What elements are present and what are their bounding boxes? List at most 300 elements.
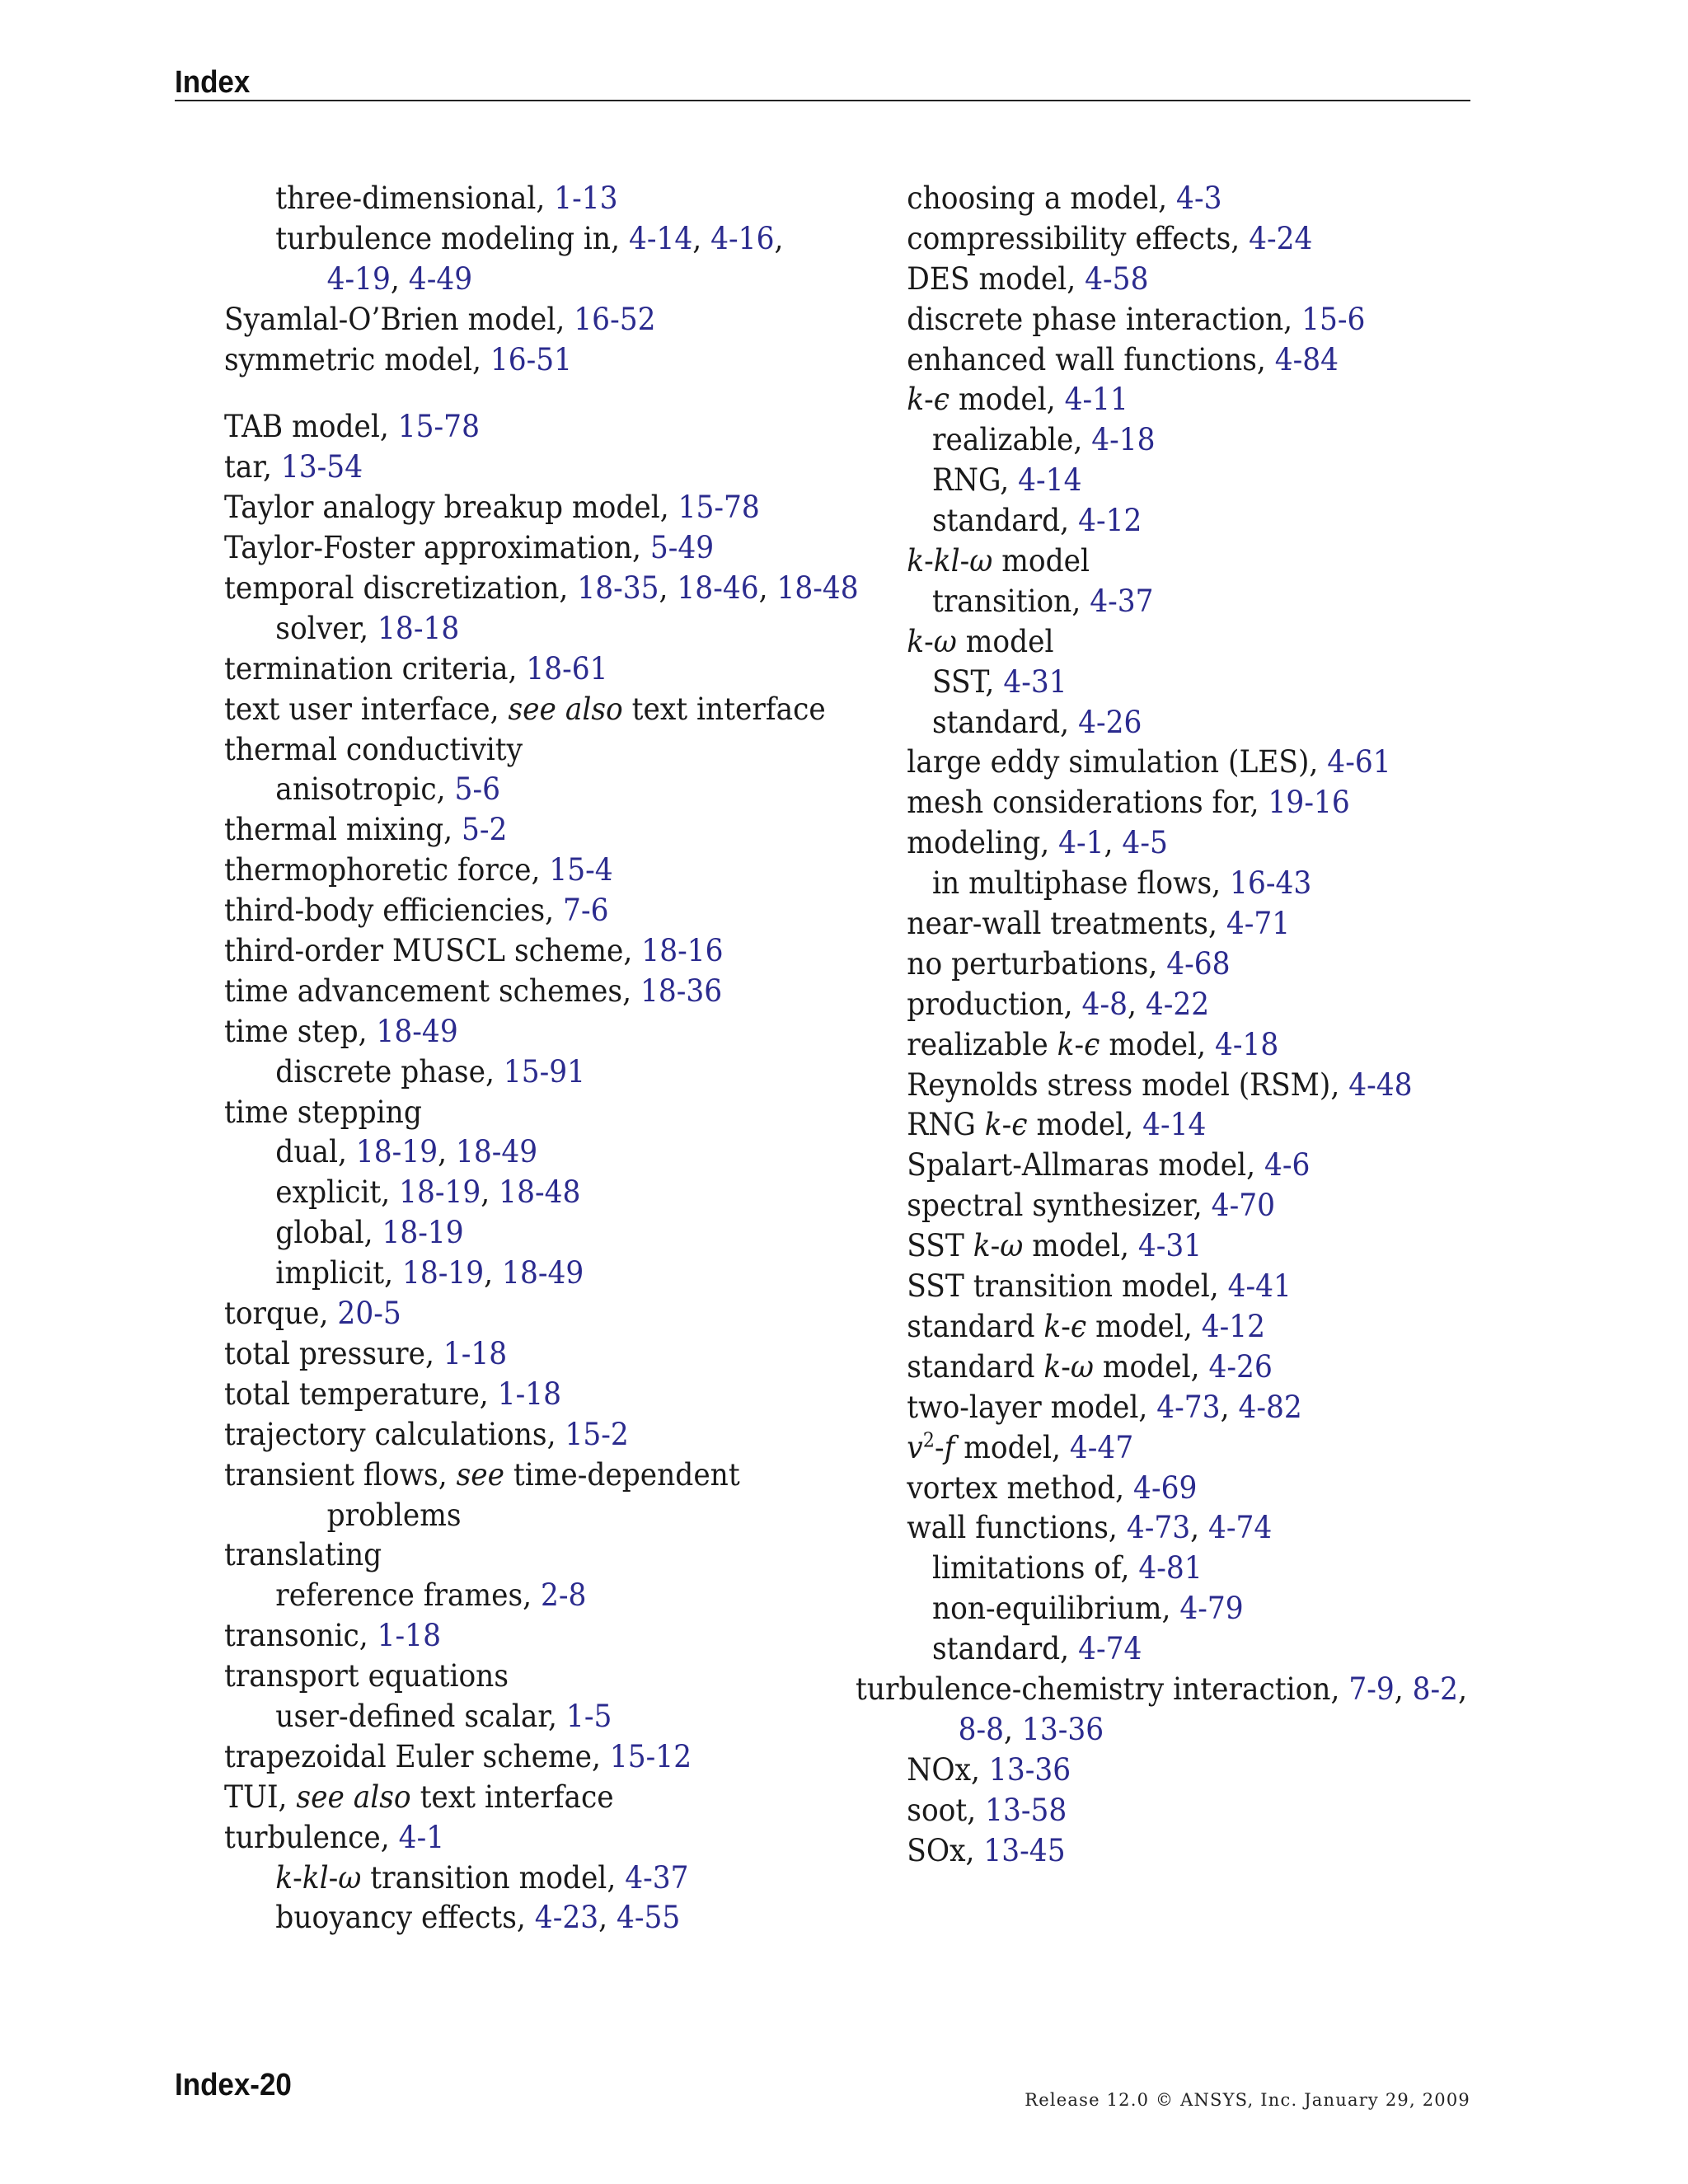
entry-text: RNG — [907, 1107, 985, 1143]
page-reference-link[interactable]: 4-61 — [1327, 744, 1391, 780]
index-entry — [856, 1146, 1438, 1186]
index-entry — [856, 944, 1438, 985]
index-subentry — [224, 1858, 837, 1899]
entry-text: transonic, — [224, 1618, 377, 1654]
entry-text: NOx, — [907, 1751, 989, 1788]
page-reference-link[interactable]: 13-36 — [988, 1751, 1071, 1788]
entry-text: realizable, — [932, 422, 1092, 458]
page-reference-link[interactable]: 20-5 — [337, 1296, 401, 1332]
entry-text: choosing a model, — [907, 180, 1177, 216]
entry-text: standard, — [932, 1631, 1079, 1667]
entry-text: transport equations — [224, 1658, 509, 1694]
entry-text: , — [1458, 1671, 1468, 1707]
entry-text: model, — [954, 1429, 1070, 1465]
index-subentry — [224, 1898, 837, 1938]
entry-text: tar, — [224, 449, 281, 485]
entry-italic-text: ω — [1000, 1228, 1024, 1264]
page-reference-link[interactable]: 15-4 — [549, 852, 613, 888]
entry-text: explicit, — [275, 1174, 400, 1211]
index-entry — [224, 1012, 837, 1052]
entry-text: standard, — [932, 704, 1079, 740]
page-reference-link[interactable]: 4-16 — [710, 220, 775, 256]
page-reference-link[interactable]: 8-8 — [958, 1711, 1005, 1747]
entry-italic-text: k — [1043, 1348, 1062, 1385]
entry-text: solver, — [275, 610, 378, 646]
entry-text: dual, — [275, 1134, 356, 1170]
index-entry — [856, 1710, 1438, 1750]
letter-group-gap — [224, 380, 884, 407]
entry-text: discrete phase, — [275, 1053, 504, 1090]
entry-italic-text: k — [907, 382, 925, 418]
entry-text: turbulence, — [224, 1819, 399, 1855]
index-subentry — [856, 1629, 1438, 1670]
entry-text: buoyancy effects, — [275, 1900, 535, 1936]
entry-text: , — [1190, 1510, 1209, 1546]
entry-italic-text: k — [907, 543, 925, 579]
page-reference-link[interactable]: 18-19 — [382, 1215, 464, 1251]
entry-text: model, — [950, 382, 1065, 418]
page-reference-link[interactable]: 4-24 — [1249, 220, 1313, 256]
index-subentry — [224, 1132, 837, 1173]
entry-italic-text: v — [907, 1429, 923, 1465]
index-entry — [856, 541, 1438, 582]
page-reference-link[interactable]: 4-23 — [534, 1900, 599, 1936]
index-entry — [224, 1415, 837, 1455]
entry-text: mesh considerations for, — [907, 785, 1268, 821]
entry-text: text interface — [410, 1779, 614, 1815]
entry-text: model — [992, 543, 1090, 579]
index-subentry — [856, 703, 1438, 743]
page-reference-link[interactable]: 4-84 — [1274, 341, 1339, 377]
index-entry — [224, 851, 837, 891]
page-reference-link[interactable]: 18-36 — [640, 972, 723, 1009]
entry-text: Reynolds stress model (RSM), — [907, 1066, 1349, 1103]
entry-text: soot, — [907, 1792, 986, 1828]
page-reference-link[interactable]: 15-12 — [609, 1738, 692, 1774]
page-reference-link[interactable]: 4-22 — [1145, 986, 1210, 1022]
entry-text: - — [924, 382, 934, 418]
page-reference-link[interactable]: 4-82 — [1238, 1389, 1302, 1425]
page-reference-link[interactable]: 4-47 — [1069, 1429, 1134, 1465]
page-reference-link[interactable]: 4-68 — [1166, 945, 1231, 982]
page-reference-link[interactable]: 4-14 — [628, 220, 693, 256]
entry-text: translating — [224, 1537, 382, 1573]
page-reference-link[interactable]: 15-78 — [397, 409, 480, 445]
entry-text: third-body efficiencies, — [224, 893, 564, 929]
entry-text: temporal discretization, — [224, 570, 578, 607]
page-reference-link[interactable]: 4-73 — [1126, 1510, 1191, 1546]
page-reference-link[interactable]: 1-18 — [377, 1618, 441, 1654]
index-entry — [224, 1535, 837, 1576]
index-entry — [856, 1469, 1438, 1509]
page-reference-link[interactable]: 4-55 — [616, 1900, 681, 1936]
entry-text: problems — [326, 1497, 462, 1533]
page-reference-link[interactable]: 4-1 — [1058, 825, 1104, 861]
entry-text: non-equilibrium, — [932, 1591, 1180, 1627]
entry-text: thermal conductivity — [224, 731, 523, 767]
index-entry — [856, 1307, 1438, 1347]
index-subentry — [224, 219, 837, 260]
entry-text: , — [438, 1134, 456, 1170]
page-reference-link[interactable]: 15-6 — [1301, 301, 1366, 337]
entry-text: , — [481, 1174, 499, 1211]
entry-text: model, — [1023, 1228, 1138, 1264]
index-entry — [224, 1818, 837, 1858]
page-reference-link[interactable]: 1-18 — [497, 1376, 561, 1412]
entry-text: production, — [907, 986, 1082, 1022]
page-reference-link[interactable]: 18-35 — [577, 570, 659, 607]
index-entry — [856, 260, 1438, 300]
entry-text: near-wall treatments, — [907, 906, 1226, 942]
index-entry — [224, 1093, 837, 1133]
page-reference-link[interactable]: 18-49 — [455, 1134, 538, 1170]
index-entry — [224, 569, 859, 609]
page-reference-link[interactable]: 19-16 — [1268, 785, 1350, 821]
page-reference-link[interactable]: 1-5 — [565, 1698, 612, 1734]
page-reference-link[interactable]: 7-6 — [563, 893, 609, 929]
page-reference-link[interactable]: 18-46 — [677, 570, 759, 607]
entry-italic-text: ϵ — [1070, 1308, 1087, 1344]
entry-text: , — [1127, 986, 1146, 1022]
entry-text: , — [1004, 1711, 1022, 1747]
index-subentry — [224, 770, 837, 810]
entry-italic-text: k — [984, 1107, 1002, 1143]
index-entry — [856, 985, 1438, 1025]
entry-text: , — [1394, 1671, 1413, 1707]
index-entry — [224, 891, 837, 931]
index-subentry — [224, 609, 837, 649]
page-reference-link[interactable]: 7-9 — [1348, 1671, 1395, 1707]
index-entry — [856, 1428, 1438, 1469]
page-reference-link[interactable]: 4-26 — [1078, 704, 1142, 740]
index-entry — [856, 1508, 1438, 1549]
page-reference-link[interactable]: 18-16 — [641, 933, 724, 969]
entry-text: Syamlal-O’Brien model, — [224, 301, 574, 337]
page-reference-link[interactable]: 4-70 — [1211, 1188, 1275, 1224]
entry-italic-text: f — [944, 1429, 955, 1465]
index-entry — [224, 448, 837, 488]
index-entry — [224, 972, 837, 1012]
index-entry — [856, 1347, 1438, 1388]
index-entry — [856, 1831, 1438, 1872]
entry-text: modeling, — [907, 825, 1059, 861]
entry-text: time-dependent — [504, 1456, 740, 1493]
entry-text: - — [1061, 1348, 1071, 1385]
entry-text: model, — [1086, 1308, 1202, 1344]
entry-text: SST transition model, — [907, 1268, 1228, 1305]
index-entry — [224, 810, 837, 851]
index-entry — [224, 340, 837, 381]
entry-italic-text: ϵ — [1084, 1026, 1100, 1062]
index-subentry — [856, 501, 1438, 541]
page-reference-link[interactable]: 5-49 — [649, 530, 715, 566]
entry-text: - — [924, 623, 934, 659]
page-reference-link[interactable]: 4-71 — [1226, 906, 1291, 942]
index-entry — [224, 260, 837, 300]
page-reference-link[interactable]: 4-37 — [1090, 583, 1154, 619]
entry-text: anisotropic, — [275, 771, 455, 808]
entry-text: text user interface, — [224, 691, 509, 727]
index-subentry — [224, 1697, 837, 1737]
entry-text: two-layer model, — [907, 1389, 1157, 1425]
page-reference-link[interactable]: 4-81 — [1138, 1550, 1203, 1586]
entry-italic-text: see also — [508, 691, 623, 727]
page-reference-link[interactable]: 13-54 — [280, 449, 363, 485]
index-entry — [224, 488, 837, 528]
index-entry — [224, 1778, 837, 1818]
entry-text: large eddy simulation (LES), — [907, 744, 1328, 780]
index-column-right — [856, 179, 1482, 1871]
index-entry — [856, 340, 1438, 381]
index-subentry — [856, 1549, 1438, 1589]
index-entry — [856, 1186, 1438, 1226]
entry-text: - — [1001, 1107, 1012, 1143]
entry-text: , — [1104, 825, 1123, 861]
page-reference-link[interactable]: 4-26 — [1208, 1348, 1273, 1385]
index-entry — [856, 1791, 1438, 1831]
page-reference-link[interactable]: 4-74 — [1078, 1631, 1142, 1667]
index-subentry — [856, 420, 1438, 461]
index-subentry — [856, 582, 1438, 622]
entry-text: limitations of, — [932, 1550, 1139, 1586]
page-reference-link[interactable]: 16-43 — [1230, 865, 1312, 902]
index-entry — [856, 904, 1438, 944]
entry-text: DES model, — [907, 260, 1085, 297]
entry-text: model, — [1027, 1107, 1143, 1143]
index-entry — [856, 743, 1438, 783]
index-entry — [856, 783, 1438, 823]
entry-italic-text: k — [1043, 1308, 1062, 1344]
entry-text: discrete phase interaction, — [907, 301, 1302, 337]
entry-text: thermal mixing, — [224, 812, 462, 848]
entry-text: , — [484, 1255, 503, 1291]
page-reference-link[interactable]: 4-1 — [398, 1819, 445, 1855]
page-reference-link[interactable]: 4-11 — [1064, 382, 1128, 418]
page-reference-link[interactable]: 4-73 — [1156, 1389, 1221, 1425]
page-reference-link[interactable]: 15-78 — [678, 490, 760, 526]
entry-text: standard, — [932, 503, 1079, 539]
page-reference-link[interactable]: 4-14 — [1142, 1107, 1207, 1143]
entry-text: turbulence modeling in, — [275, 220, 629, 256]
entry-text: reference frames, — [275, 1577, 542, 1614]
index-entry — [224, 1294, 837, 1334]
index-entry — [856, 1105, 1438, 1146]
entry-italic-text: ϵ — [933, 382, 950, 418]
entry-text: trajectory calculations, — [224, 1416, 565, 1452]
entry-text: transient flows, — [224, 1456, 457, 1493]
entry-text: Taylor-Foster approximation, — [224, 530, 650, 566]
entry-text: , — [758, 570, 777, 607]
page-reference-link[interactable]: 4-6 — [1264, 1147, 1311, 1183]
index-entry — [856, 219, 1438, 260]
page-reference-link[interactable]: 4-5 — [1122, 825, 1168, 861]
entry-text: torque, — [224, 1296, 338, 1332]
page-reference-link[interactable]: 13-45 — [983, 1832, 1066, 1868]
entry-text: SOx, — [907, 1832, 984, 1868]
page-reference-link[interactable]: 1-13 — [554, 180, 618, 216]
entry-italic-text: k — [1057, 1026, 1075, 1062]
page-reference-link[interactable]: 18-61 — [526, 650, 608, 687]
page-reference-link[interactable]: 4-74 — [1208, 1510, 1273, 1546]
entry-italic-text: ω — [1070, 1348, 1094, 1385]
page-reference-link[interactable]: 4-31 — [1137, 1228, 1203, 1264]
page-reference-link[interactable]: 4-79 — [1179, 1591, 1244, 1627]
running-header-title: Index — [175, 65, 251, 100]
entry-text: - — [293, 1859, 302, 1896]
page-reference-link[interactable]: 15-2 — [565, 1416, 629, 1452]
page-reference-link[interactable]: 4-19 — [326, 260, 391, 297]
index-subentry — [856, 461, 1438, 501]
page-reference-link[interactable]: 4-49 — [408, 260, 473, 297]
page-reference-link[interactable]: 16-52 — [574, 301, 656, 337]
entry-italic-text: ω — [969, 543, 993, 579]
page-reference-link[interactable]: 13-36 — [1021, 1711, 1104, 1747]
index-entry — [224, 1375, 837, 1415]
entry-text: TAB model, — [224, 409, 398, 445]
entry-text: total pressure, — [224, 1335, 443, 1371]
page-reference-link[interactable]: 4-58 — [1085, 260, 1149, 297]
entry-text: symmetric model, — [224, 341, 490, 377]
entry-italic-text: ω — [338, 1859, 362, 1896]
page-reference-link[interactable]: 8-2 — [1412, 1671, 1459, 1707]
index-column-left — [224, 179, 884, 1938]
entry-text: - — [990, 1228, 1001, 1264]
page-reference-link[interactable]: 18-49 — [376, 1013, 458, 1049]
entry-text: - — [1074, 1026, 1085, 1062]
entry-text: , — [1220, 1389, 1239, 1425]
entry-italic-text: see — [456, 1456, 504, 1493]
page-reference-link[interactable]: 18-48 — [776, 570, 859, 607]
entry-text: text interface — [622, 691, 826, 727]
index-subentry — [224, 179, 837, 219]
entry-text: compressibility effects, — [907, 220, 1250, 256]
index-entry — [856, 300, 1438, 340]
page-reference-link[interactable]: 4-69 — [1133, 1469, 1198, 1506]
page-reference-link[interactable]: 4-48 — [1348, 1066, 1413, 1103]
entry-text: no perturbations, — [907, 945, 1167, 982]
page-reference-link[interactable]: 5-6 — [454, 771, 500, 808]
header-rule — [175, 100, 1470, 101]
page-reference-link[interactable]: 4-18 — [1091, 422, 1156, 458]
entry-text: realizable — [907, 1026, 1057, 1062]
page-reference-link[interactable]: 15-91 — [503, 1053, 586, 1090]
page-reference-link[interactable]: 18-19 — [401, 1255, 485, 1291]
index-subentry — [856, 864, 1438, 904]
page-reference-link[interactable]: 13-58 — [985, 1792, 1067, 1828]
index-entry — [856, 380, 1438, 420]
page-reference-link[interactable]: 4-3 — [1176, 180, 1222, 216]
index-entry — [856, 823, 1438, 864]
entry-text: spectral synthesizer, — [907, 1188, 1212, 1224]
page-reference-link[interactable]: 4-37 — [625, 1859, 689, 1896]
entry-text: termination criteria, — [224, 650, 527, 687]
page-reference-link[interactable]: 18-18 — [377, 610, 460, 646]
page-reference-link[interactable]: 4-41 — [1227, 1268, 1292, 1305]
entry-text: - — [328, 1859, 339, 1896]
entry-text: transition model, — [361, 1859, 626, 1896]
entry-text: , — [692, 220, 711, 256]
entry-text: SST, — [932, 663, 1004, 700]
index-entry — [224, 1616, 837, 1657]
page-reference-link[interactable]: 1-18 — [443, 1335, 508, 1371]
entry-text: Taylor analogy breakup model, — [224, 490, 678, 526]
page-reference-link[interactable]: 4-12 — [1078, 503, 1142, 539]
entry-text: , — [598, 1900, 617, 1936]
index-entry — [224, 730, 837, 771]
page-reference-link[interactable]: 18-49 — [502, 1255, 584, 1291]
index-entry — [856, 1670, 1468, 1710]
entry-text: standard — [907, 1308, 1044, 1344]
page-reference-link[interactable]: 4-14 — [1018, 462, 1082, 499]
entry-text: model — [956, 623, 1054, 659]
entry-italic-text: k — [275, 1859, 293, 1896]
index-entry — [856, 1226, 1438, 1267]
page-reference-link[interactable]: 16-51 — [490, 341, 573, 377]
index-subentry — [224, 1173, 837, 1213]
entry-text: - — [1061, 1308, 1071, 1344]
entry-italic-text: kl — [302, 1859, 329, 1896]
entry-italic-text: k — [973, 1228, 991, 1264]
entry-text: third-order MUSCL scheme, — [224, 933, 642, 969]
entry-superscript: 2 — [922, 1428, 935, 1452]
index-entry — [224, 1496, 837, 1536]
index-entry — [856, 622, 1438, 663]
entry-text: trapezoidal Euler scheme, — [224, 1738, 610, 1774]
entry-italic-text: kl — [933, 543, 960, 579]
entry-text: three-dimensional, — [275, 180, 555, 216]
index-entry — [224, 407, 837, 448]
page-reference-link[interactable]: 5-2 — [462, 812, 508, 848]
entry-text: TUI, — [224, 1779, 297, 1815]
page-reference-link[interactable]: 18-48 — [499, 1174, 581, 1211]
page-reference-link[interactable]: 18-19 — [355, 1134, 438, 1170]
release-notice: Release 12.0 © ANSYS, Inc. January 29, 2009 — [1025, 2090, 1470, 2110]
page-reference-link[interactable]: 18-19 — [399, 1174, 481, 1211]
entry-text: user-defined scalar, — [275, 1698, 566, 1734]
entry-text: , — [659, 570, 678, 607]
entry-text: thermophoretic force, — [224, 852, 550, 888]
index-entry — [224, 1657, 837, 1697]
entry-text: turbulence-chemistry interaction, — [856, 1671, 1349, 1707]
entry-text: enhanced wall functions, — [907, 341, 1275, 377]
entry-text: global, — [275, 1215, 382, 1251]
page-reference-link[interactable]: 4-8 — [1081, 986, 1128, 1022]
page-reference-link[interactable]: 4-31 — [1003, 663, 1067, 700]
entry-text: - — [959, 543, 970, 579]
index-subentry — [224, 1254, 837, 1294]
index-subentry — [224, 1213, 837, 1254]
page-reference-link[interactable]: 4-12 — [1201, 1308, 1266, 1344]
entry-text: , — [390, 260, 409, 297]
entry-text: transition, — [932, 583, 1090, 619]
entry-italic-text: see also — [296, 1779, 411, 1815]
entry-text: model, — [1100, 1026, 1215, 1062]
entry-text: time stepping — [224, 1094, 422, 1130]
entry-text: vortex method, — [907, 1469, 1134, 1506]
index-entry — [856, 1025, 1438, 1066]
entry-text: implicit, — [275, 1255, 402, 1291]
entry-text: model, — [1093, 1348, 1209, 1385]
index-entry — [224, 1737, 837, 1778]
page-reference-link[interactable]: 2-8 — [541, 1577, 587, 1614]
entry-text: Spalart-Allmaras model, — [907, 1147, 1265, 1183]
page-reference-link[interactable]: 4-18 — [1214, 1026, 1279, 1062]
index-entry — [224, 1334, 837, 1375]
index-entry — [856, 1750, 1438, 1791]
index-subentry — [856, 1589, 1438, 1629]
entry-text: standard — [907, 1348, 1044, 1385]
entry-italic-text: k — [907, 623, 925, 659]
